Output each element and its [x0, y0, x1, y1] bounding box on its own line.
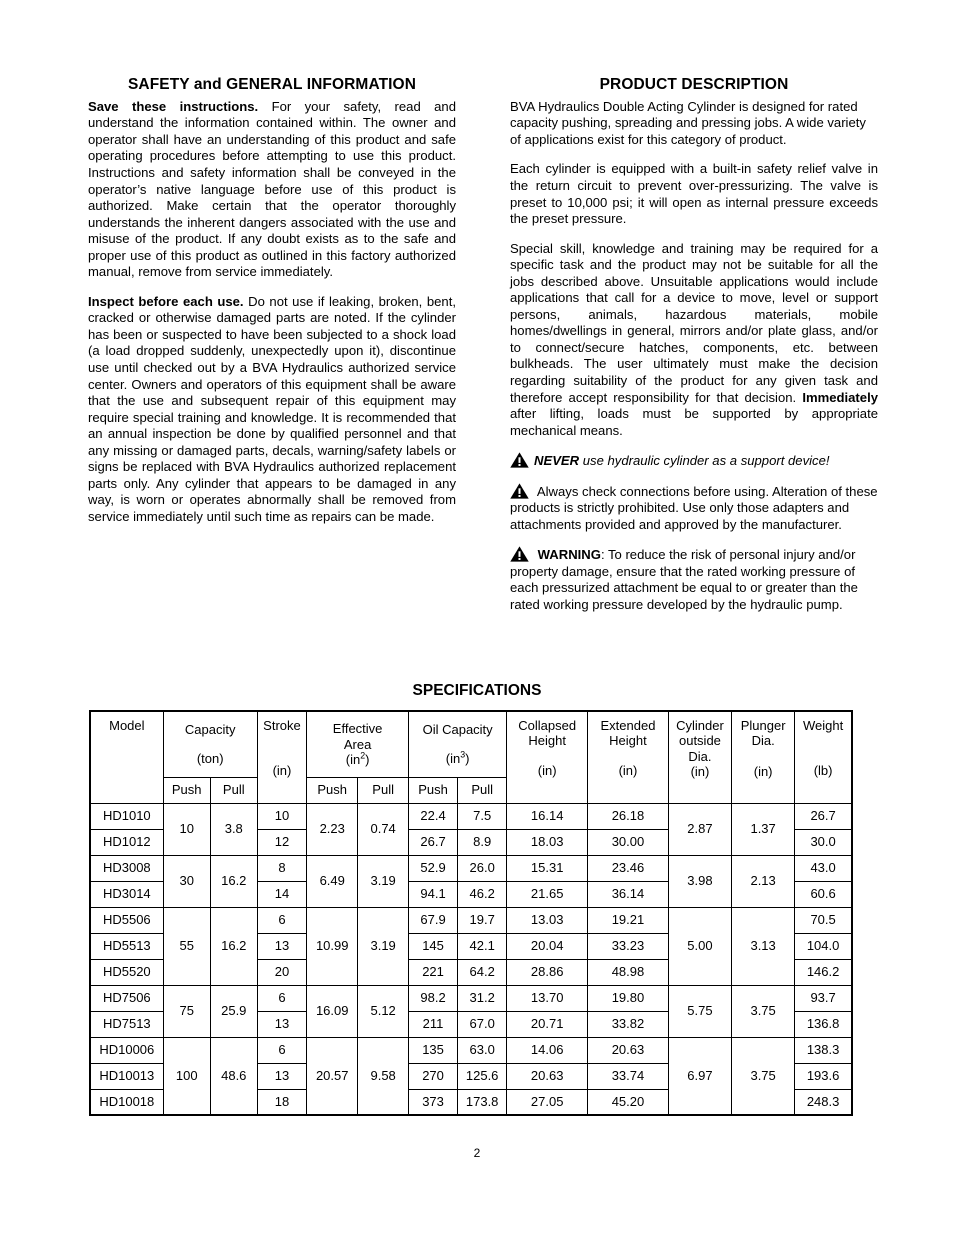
cell-oil-push: 94.1 [409, 881, 458, 907]
col-header-plunger-dia: Plunger Dia. (in) [732, 711, 795, 803]
warning-triangle-icon [510, 483, 529, 499]
cell-oil-push: 373 [409, 1089, 458, 1115]
warning-1-text: use hydraulic cylinder as a support device! [579, 453, 830, 469]
cell-stroke: 12 [257, 829, 306, 855]
cell-capacity-push: 55 [163, 907, 210, 985]
save-instructions-lead: Save these instructions. [88, 98, 259, 114]
cell-collapsed-height: 20.71 [507, 1011, 588, 1037]
cell-extended-height: 33.74 [588, 1063, 669, 1089]
cell-weight: 104.0 [795, 933, 852, 959]
cell-extended-height: 26.18 [588, 803, 669, 829]
cell-stroke: 13 [257, 933, 306, 959]
cell-model: HD3014 [90, 881, 163, 907]
cell-weight: 60.6 [795, 881, 852, 907]
subheader-oil-push: Push [409, 777, 458, 803]
col-header-oil-capacity: Oil Capacity $(in^3)$ [409, 711, 507, 777]
cell-area-pull: 3.19 [358, 907, 409, 985]
product-description-column [510, 76, 878, 627]
cell-collapsed-height: 13.03 [507, 907, 588, 933]
col-header-stroke: Stroke (in) [257, 711, 306, 803]
cell-weight: 193.6 [795, 1063, 852, 1089]
cell-extended-height: 48.98 [588, 959, 669, 985]
cell-oil-pull: 42.1 [458, 933, 507, 959]
inspect-lead: Inspect before each use. [88, 293, 244, 309]
cell-capacity-pull: 16.2 [210, 855, 257, 907]
safety-paragraph-1-text: For your safety, read and understand the information contained within. The owner and operator shall have an understanding of this product and safe operating procedures before attempting to use this product. Instructions and safety information shall be conveyed in the operator’s native language before use of this product is authorized. Make certain that the operator thoroughly understands the inherent dangers associated with the use and misuse of the product. If any doubt exists as to the safe and proper use of this product as outlined in this factory authorized manual, remove from service immediately. [88, 98, 456, 280]
cell-oil-pull: 26.0 [458, 855, 507, 881]
warning-rated-pressure [510, 546, 878, 613]
cell-oil-push: 52.9 [409, 855, 458, 881]
cell-capacity-pull: 16.2 [210, 907, 257, 985]
cell-extended-height: 19.80 [588, 985, 669, 1011]
product-paragraph-3-text-a: Special skill, knowledge and training may be required for a specific task and the product may not be suitable for all the jobs described above. Unsuitable applications would include applications that call for a device to move, level or support persons, animals, hazardous materials, mobile homes/dwellings in general, mirrors and/or plate glass, and/or to connect/secure hatches, components, etc. between bulkheads. The user ultimately must make the decision regarding suitability of the product for any given task and therefore accept responsibility for that decision. [510, 240, 878, 405]
cell-oil-pull: 31.2 [458, 985, 507, 1011]
cell-stroke: 14 [257, 881, 306, 907]
cell-oil-pull: 64.2 [458, 959, 507, 985]
cell-oil-pull: 19.7 [458, 907, 507, 933]
warning-label: WARNING [537, 547, 601, 563]
cell-collapsed-height: 13.70 [507, 985, 588, 1011]
cell-extended-height: 36.14 [588, 881, 669, 907]
cell-model: HD5520 [90, 959, 163, 985]
subheader-area-pull: Pull [358, 777, 409, 803]
cell-model: HD7513 [90, 1011, 163, 1037]
cell-area-push: 20.57 [307, 1037, 358, 1115]
cell-stroke: 13 [257, 1063, 306, 1089]
warning-3-text: : To reduce the risk of personal injury and/or property damage, ensure that the rated working pressure of each pressurized attachment be equal to or greater than the rated working pressure developed by the hydraulic pump. [510, 547, 858, 613]
cell-extended-height: 45.20 [588, 1089, 669, 1115]
cell-cylinder-outside-dia: 3.98 [668, 855, 731, 907]
cell-model: HD5513 [90, 933, 163, 959]
cell-area-pull: 9.58 [358, 1037, 409, 1115]
cell-plunger-dia: 3.13 [732, 907, 795, 985]
safety-paragraph-1 [88, 99, 456, 281]
safety-heading: SAFETY and GENERAL INFORMATION [127, 76, 417, 93]
cell-collapsed-height: 14.06 [507, 1037, 588, 1063]
cell-oil-push: 145 [409, 933, 458, 959]
cell-area-pull: 3.19 [358, 855, 409, 907]
cell-weight: 43.0 [795, 855, 852, 881]
cell-stroke: 6 [257, 985, 306, 1011]
cell-weight: 136.8 [795, 1011, 852, 1037]
cell-weight: 138.3 [795, 1037, 852, 1063]
col-header-weight: Weight (lb) [795, 711, 852, 803]
cell-collapsed-height: 27.05 [507, 1089, 588, 1115]
specifications-title: SPECIFICATIONS [412, 682, 542, 699]
cell-oil-push: 211 [409, 1011, 458, 1037]
cell-oil-pull: 125.6 [458, 1063, 507, 1089]
cell-collapsed-height: 18.03 [507, 829, 588, 855]
table-row [90, 985, 852, 1011]
cell-weight: 248.3 [795, 1089, 852, 1115]
warning-2-text: Always check connections before using. Alteration of these products is strictly prohibited. Use only those adapters and attachments provided and approved by the manufacturer. [510, 483, 878, 532]
product-paragraph-2: Each cylinder is equipped with a built-in safety relief valve in the return circuit to prevent over-pressurizing. The valve is preset to 10,000 psi; it will open as internal pressure exceeds the preset pressure. [510, 161, 878, 227]
col-header-cylinder-outside-dia: Cylinder outside Dia. (in) [668, 711, 731, 803]
col-header-effective-area: Effective Area $(in^2)$ [307, 711, 409, 777]
cell-collapsed-height: 20.63 [507, 1063, 588, 1089]
cell-oil-push: 67.9 [409, 907, 458, 933]
cell-plunger-dia: 3.75 [732, 1037, 795, 1115]
cell-cylinder-outside-dia: 5.00 [668, 907, 731, 985]
cell-weight: 26.7 [795, 803, 852, 829]
two-column-body [88, 76, 878, 627]
cell-oil-push: 135 [409, 1037, 458, 1063]
cell-extended-height: 33.23 [588, 933, 669, 959]
page-number: 2 [473, 1146, 481, 1160]
cell-oil-push: 26.7 [409, 829, 458, 855]
product-paragraph-1: BVA Hydraulics Double Acting Cylinder is designed for rated capacity pushing, spreading and pressing jobs. A wide variety of applications exist for this category of product. [510, 98, 866, 147]
cell-plunger-dia: 2.13 [732, 855, 795, 907]
cell-oil-pull: 67.0 [458, 1011, 507, 1037]
cell-weight: 30.0 [795, 829, 852, 855]
table-row [90, 907, 852, 933]
col-header-capacity: Capacity (ton) [163, 711, 257, 777]
safety-paragraph-2 [88, 294, 456, 526]
product-paragraph-3-text-b: after lifting, loads must be supported by appropriate mechanical means. [510, 406, 878, 438]
never-emphasis: NEVER [534, 453, 580, 469]
table-head [90, 711, 852, 803]
cell-plunger-dia: 1.37 [732, 803, 795, 855]
warning-check-connections [510, 483, 878, 534]
table-row [90, 1037, 852, 1063]
cell-oil-pull: 8.9 [458, 829, 507, 855]
cell-area-pull: 5.12 [358, 985, 409, 1037]
table-header-row-top [90, 711, 852, 777]
cell-capacity-push: 30 [163, 855, 210, 907]
cell-model: HD3008 [90, 855, 163, 881]
cell-capacity-push: 75 [163, 985, 210, 1037]
cell-plunger-dia: 3.75 [732, 985, 795, 1037]
safety-paragraph-2-text: Do not use if leaking, broken, bent, cracked or otherwise damaged parts are noted. If the cylinder has been or suspected to have been subjected to a shock load (a load dropped suddenly, unexpectedly upon it), discontinue use until checked out by a BVA Hydraulics authorized service center. Owners and operators of this equipment shall be aware that the use and subsequent repair of this equipment may require special training and knowledge. It is recommended that an annual inspection be done by qualified personnel and that any missing or damaged parts, decals, warning/safety labels or signs be replaced with BVA Hydraulics authorized replacement parts only. Any cylinder that appears to be damaged in any way, is worn or operates abnormally shall be removed from service immediately until such time as repairs can be made. [88, 293, 456, 524]
table-body [90, 803, 852, 1115]
cell-oil-push: 22.4 [409, 803, 458, 829]
cell-capacity-push: 10 [163, 803, 210, 855]
col-header-model: Model [90, 711, 163, 803]
cell-oil-pull: 173.8 [458, 1089, 507, 1115]
cell-model: HD5506 [90, 907, 163, 933]
cell-cylinder-outside-dia: 6.97 [668, 1037, 731, 1115]
cell-area-push: 10.99 [307, 907, 358, 985]
subheader-oil-pull: Pull [458, 777, 507, 803]
cell-extended-height: 30.00 [588, 829, 669, 855]
cell-model: HD10018 [90, 1089, 163, 1115]
cell-extended-height: 20.63 [588, 1037, 669, 1063]
warning-triangle-icon [510, 452, 529, 468]
cell-oil-pull: 46.2 [458, 881, 507, 907]
cell-cylinder-outside-dia: 5.75 [668, 985, 731, 1037]
cell-cylinder-outside-dia: 2.87 [668, 803, 731, 855]
cell-collapsed-height: 28.86 [507, 959, 588, 985]
cell-weight: 93.7 [795, 985, 852, 1011]
cell-capacity-pull: 25.9 [210, 985, 257, 1037]
cell-collapsed-height: 20.04 [507, 933, 588, 959]
cell-weight: 146.2 [795, 959, 852, 985]
cell-oil-push: 221 [409, 959, 458, 985]
subheader-capacity-push: Push [163, 777, 210, 803]
cell-extended-height: 33.82 [588, 1011, 669, 1037]
warning-triangle-icon [510, 546, 529, 562]
warning-never-support-device [510, 452, 878, 470]
product-paragraph-3 [510, 241, 878, 440]
cell-area-push: 6.49 [307, 855, 358, 907]
cell-collapsed-height: 21.65 [507, 881, 588, 907]
table-row [90, 803, 852, 829]
cell-stroke: 6 [257, 907, 306, 933]
cell-oil-pull: 7.5 [458, 803, 507, 829]
cell-weight: 70.5 [795, 907, 852, 933]
subheader-capacity-pull: Pull [210, 777, 257, 803]
cell-extended-height: 23.46 [588, 855, 669, 881]
cell-model: HD1012 [90, 829, 163, 855]
cell-collapsed-height: 16.14 [507, 803, 588, 829]
cell-stroke: 20 [257, 959, 306, 985]
product-description-heading: PRODUCT DESCRIPTION [599, 76, 789, 93]
cell-model: HD1010 [90, 803, 163, 829]
immediately-emphasis: Immediately [802, 389, 878, 405]
cell-collapsed-height: 15.31 [507, 855, 588, 881]
subheader-area-push: Push [307, 777, 358, 803]
cell-stroke: 6 [257, 1037, 306, 1063]
col-header-collapsed-height: Collapsed Height (in) [507, 711, 588, 803]
cell-area-push: 16.09 [307, 985, 358, 1037]
cell-model: HD7506 [90, 985, 163, 1011]
cell-stroke: 13 [257, 1011, 306, 1037]
cell-oil-pull: 63.0 [458, 1037, 507, 1063]
cell-capacity-pull: 3.8 [210, 803, 257, 855]
safety-column [88, 76, 456, 627]
cell-stroke: 18 [257, 1089, 306, 1115]
cell-oil-push: 98.2 [409, 985, 458, 1011]
cell-model: HD10006 [90, 1037, 163, 1063]
cell-stroke: 8 [257, 855, 306, 881]
cell-capacity-pull: 48.6 [210, 1037, 257, 1115]
cell-oil-push: 270 [409, 1063, 458, 1089]
cell-area-pull: 0.74 [358, 803, 409, 855]
cell-area-push: 2.23 [307, 803, 358, 855]
cell-capacity-push: 100 [163, 1037, 210, 1115]
cell-stroke: 10 [257, 803, 306, 829]
table-row [90, 855, 852, 881]
specifications-table [89, 710, 853, 1116]
cell-extended-height: 19.21 [588, 907, 669, 933]
col-header-extended-height: Extended Height (in) [588, 711, 669, 803]
cell-model: HD10013 [90, 1063, 163, 1089]
